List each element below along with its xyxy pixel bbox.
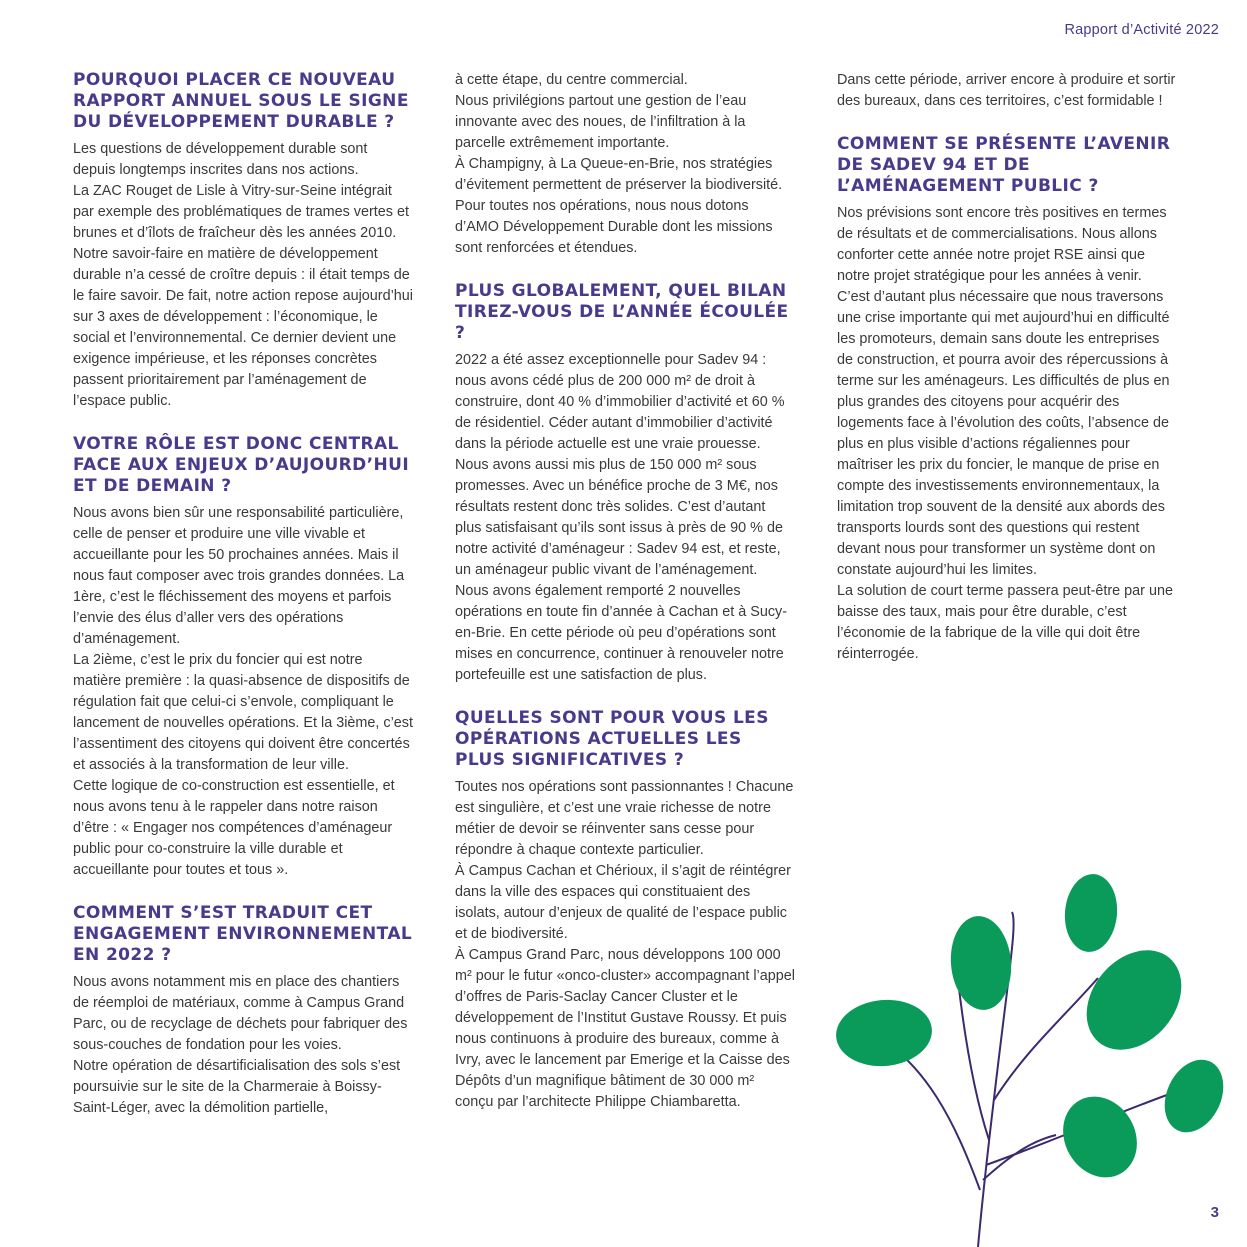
column-1 [73, 70, 413, 1141]
section-role-central [73, 434, 413, 881]
leaf-icon [947, 914, 1015, 1013]
section-heading: POURQUOI PLACER CE NOUVEAU RAPPORT ANNUEL SOUS LE SIGNE DU DÉVELOPPEMENT DURABLE ? [73, 70, 409, 132]
section-continuation [455, 70, 795, 259]
paragraph: À Champigny, à La Queue-en-Brie, nos stratégies d’évitement permettent de préserver la biodiversité. Pour toutes nos opérations, nous nous dotons d’AMO Développement Durable dont les missions sont renforcées et étendues. [455, 156, 783, 256]
paragraph: Dans cette période, arriver encore à produire et sortir des bureaux, dans ces territoires, c’est formidable ! [837, 72, 1176, 109]
leaf-icon [1067, 932, 1201, 1069]
paragraph: Les questions de développement durable sont depuis longtemps inscrites dans nos actions. [73, 141, 368, 178]
column-3 [837, 70, 1177, 687]
leaf-icon [1049, 1083, 1152, 1191]
paragraph: Nos prévisions sont encore très positives en termes de résultats et de commercialisations. Nous allons conforter cette année notre projet RSE ainsi que notre projet stratégique pour les années à venir. C’est d’autant plus nécessaire que nous traversons une crise importante qui met aujourd’hui en difficulté les promoteurs, demain sans doute les entreprises de construction, et pourra avoir des répercussions à terme sur les aménageurs. Les difficultés de plus en plus grandes des citoyens pour acquérir des logements face à l’évolution des coûts, l’absence de plus en plus visible d’actions régaliennes pour maîtriser les prix du foncier, le manque de prise en compte des investissements environnementaux, la limitation trop souvent de la densité aux abords des transports lourds sont des questions qui restent devant nous pour transformer un système dont on constate aujourd’hui les limites. [837, 205, 1170, 578]
section-engagement-2022 [73, 903, 413, 1119]
leaf-icon [833, 996, 934, 1070]
paragraph: À Campus Cachan et Chérioux, il s’agit de réintégrer dans la ville des espaces qui constituaient des isolats, autour d’enjeux de qualité de l’espace public et de biodiversité. [455, 863, 791, 942]
paragraph: La solution de court terme passera peut-être par une baisse des taux, mais pour être durable, c’est l’économie de la fabrique de la ville qui doit être réinterrogée. [837, 583, 1173, 662]
paragraph: La 2ième, c’est le prix du foncier qui est notre matière première : la quasi-absence de dispositifs de régulation fait que celui-ci s’envole, compliquant le lancement de nouvelles opérations. Et la 3ième, c’est l’assentiment des citoyens qui doivent être concertés et associés à la transformation de leur ville. [73, 652, 413, 773]
paragraph: Nous avons également remporté 2 nouvelles opérations en toute fin d’année à Cachan et à Sucy-en-Brie. En cette période où peu d’opérations sont mises en concurrence, continuer à renouveler notre portefeuille est une satisfaction de plus. [455, 583, 788, 683]
plant-leaves [833, 872, 1226, 1191]
paragraph: À Campus Grand Parc, nous développons 100 000 m² pour le futur «onco-cluster» accompagnant l’appel d’offres de Paris-Saclay Cancer Cluster et le développement de l’Institut Gustave Roussy. Et puis nous continuons à produire des bureaux, comme à Ivry, avec le lancement par Emerige et la Caisse des Dépôts d’un magnifique bâtiment de 30 000 m² conçu par l’architecte Philippe Chiambaretta. [455, 947, 795, 1110]
section-bilan [455, 281, 795, 686]
page-number: 3 [1210, 1204, 1219, 1221]
paragraph: Toutes nos opérations sont passionnantes ! Chacune est singulière, et c’est une vraie richesse de notre métier de devoir se réinventer sans cesse pour répondre à chaque contexte particulier. [455, 779, 794, 858]
section-heading: VOTRE RÔLE EST DONC CENTRAL FACE AUX ENJEUX D’AUJOURD’HUI ET DE DEMAIN ? [73, 434, 410, 496]
plant-illustration [826, 850, 1226, 1247]
paragraph: à cette étape, du centre commercial. [455, 72, 688, 88]
column-2 [455, 70, 795, 1135]
paragraph: Nous avons notamment mis en place des chantiers de réemploi de matériaux, comme à Campus Grand Parc, ou de recyclage de déchets pour fabriquer des sous-couches de fondation pour les voies. [73, 974, 408, 1053]
section-continuation [837, 70, 1177, 112]
paragraph: Cette logique de co-construction est essentielle, et nous avons tenu à le rappeler dans notre raison d’être : « Engager nos compétences d’aménageur public pour co-construire la ville durable et accueillante pour toutes et tous ». [73, 778, 395, 878]
paragraph: 2022 a été assez exceptionnelle pour Sadev 94 : nous avons cédé plus de 200 000 m² de droit à construire, dont 40 % d’immobilier d’activité et 60 % de résidentiel. Céder autant d’immobilier d’activité dans la période actuelle est une vraie prouesse. Nous avons aussi mis plus de 150 000 m² sous promesses. Avec un bénéfice proche de 3 M€, nos résultats restent donc très solides. C’est d’autant plus satisfaisant qu’ils sont issus à près de 90 % de notre activité d’aménageur : Sadev 94 est, et reste, un aménageur public vivant de l’aménagement. [455, 352, 785, 578]
section-heading: COMMENT S’EST TRADUIT CET ENGAGEMENT ENVIRONNEMENTAL EN 2022 ? [73, 903, 413, 965]
report-title: Rapport d’Activité 2022 [1064, 22, 1219, 38]
section-heading: QUELLES SONT POUR VOUS LES OPÉRATIONS ACTUELLES LES PLUS SIGNIFICATIVES ? [455, 708, 769, 770]
leaf-icon [1062, 872, 1121, 954]
paragraph: La ZAC Rouget de Lisle à Vitry-sur-Seine intégrait par exemple des problématiques de trames vertes et brunes et d’îlots de fraîcheur dès les années 2010. Notre savoir-faire en matière de développement durable n’a cessé de croître depuis : il était temps de le faire savoir. De fait, notre action repose aujourd’hui sur 3 axes de développement : l’économique, le social et l’environnemental. Ce dernier devient une exigence impérieuse, et les réponses concrètes passent prioritairement par l’aménagement de l’espace public. [73, 183, 413, 409]
section-heading: PLUS GLOBALEMENT, QUEL BILAN TIREZ-VOUS DE L’ANNÉE ÉCOULÉE ? [455, 281, 789, 343]
paragraph: Notre opération de désartificialisation des sols s’est poursuivie sur le site de la Charmeraie à Boissy-Saint-Léger, avec la démolition partielle, [73, 1058, 401, 1116]
section-heading: COMMENT SE PRÉSENTE L’AVENIR DE SADEV 94 ET DE L’AMÉNAGEMENT PUBLIC ? [837, 134, 1171, 196]
section-avenir [837, 134, 1177, 665]
section-role-durable [73, 70, 413, 412]
section-operations [455, 708, 795, 1113]
paragraph: Nous avons bien sûr une responsabilité particulière, celle de penser et produire une ville vivable et accueillante pour les 50 prochaines années. Mais il nous faut composer avec trois grandes données. La 1ère, c’est le fléchissement des moyens et parfois l’envie des élus d’aller vers des opérations d’aménagement. [73, 505, 405, 647]
paragraph: Nous privilégions partout une gestion de l’eau innovante avec des noues, de l’infiltration à la parcelle extrêmement importante. [455, 93, 747, 151]
